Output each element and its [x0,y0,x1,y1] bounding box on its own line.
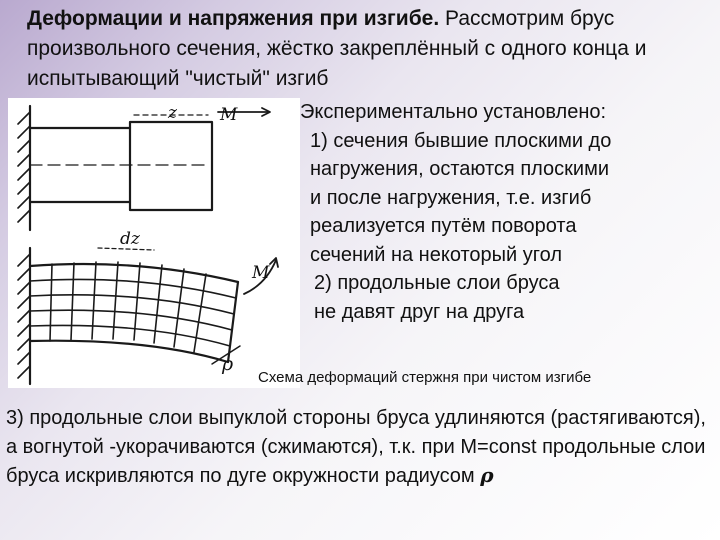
beam-diagram [8,98,300,388]
label-z: z [168,103,177,123]
finding-1-text: ) сечения бывшие плоскими до [321,129,612,152]
finding-2-line-1 [300,269,710,298]
conclusion-text-a: ) продольные слои выпуклой стороны бруса удлиняются (растягиваются), а вогнутой -укорачиваются (сжимаются), т.к. при [6,407,706,458]
finding-2-line-2: не давят друг на друга [314,300,525,323]
intro-text: Рассмотрим брус произвольного сечения, жёстко закреплённый с одного конца и испытывающий "чистый" изгиб [27,7,647,90]
label-m-bottom: M [252,263,270,283]
finding-1-line-5: сечений на некоторый угол [310,243,562,266]
finding-2-text: ) продольные слои бруса [325,272,560,294]
finding-1-line-2: нагружения, остаются плоскими [310,158,610,180]
bent-layer-bottom [30,341,228,362]
finding-1-line-4: реализуется путём поворота [310,215,577,237]
moment-symbol: M [460,435,478,458]
beam-deformation-figure [8,98,300,388]
bottom-wall-hatch [18,254,30,378]
label-dz: dz [120,229,140,249]
intro-paragraph [27,4,717,94]
findings-lead: Экспериментально установлено: [300,101,607,123]
finding-1-number: 1 [310,129,322,152]
finding-1-line-3: и после нагружения, т.е. изгиб [310,186,592,209]
label-rho: ρ [222,353,234,375]
intro-heading: Деформации и напряжения при изгибе. [27,7,440,30]
figure-caption: Схема деформаций стержня при чистом изгибе [258,369,592,386]
top-beam-outline [30,122,212,210]
top-wall-hatch [18,112,30,222]
label-m-top: M [220,105,238,125]
findings-list [300,98,710,326]
finding-1-line-1 [300,127,710,156]
finding-2-number: 2 [314,272,326,294]
conclusion-paragraph [6,404,718,491]
conclusion-number: 3 [6,407,18,429]
conclusion-text-b: =const продольные слои бруса искривляются по дуге окружности радиусом [6,435,706,487]
rho-symbol: ρ [480,463,494,487]
